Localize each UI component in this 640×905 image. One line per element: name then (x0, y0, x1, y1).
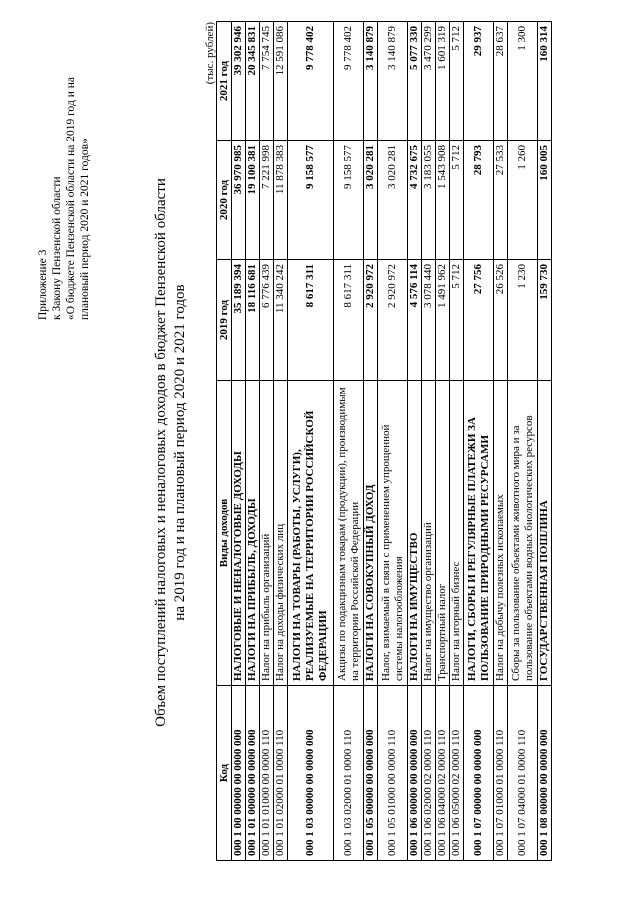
table-cell-2020: 1 543 908 (436, 141, 450, 260)
table-cell-2021: 9 778 402 (288, 22, 334, 141)
table-cell-2021: 1 300 (508, 22, 538, 141)
table-body (232, 22, 552, 861)
table-cell-2020: 28 793 (464, 141, 494, 260)
table-cell-name: НАЛОГИ НА ИМУЩЕСТВО (408, 381, 422, 686)
table-header-row (217, 22, 232, 861)
units-label: (тыс. рублей) (204, 22, 216, 85)
table-cell-2021: 29 937 (464, 22, 494, 141)
table-cell-2020: 3 020 281 (378, 141, 408, 260)
table-cell-code: 000 1 06 05000 02 0000 110 (450, 686, 464, 861)
table-cell-name: ГОСУДАРСТВЕННАЯ ПОШЛИНА (538, 381, 552, 686)
table-row (464, 22, 494, 861)
table-cell-name: НАЛОГОВЫЕ И НЕНАЛОГОВЫЕ ДОХОДЫ (232, 381, 246, 686)
table-cell-2019: 6 776 439 (260, 260, 274, 381)
table-cell-2020: 19 100 381 (246, 141, 260, 260)
table-cell-2019: 5 712 (450, 260, 464, 381)
table-row (538, 22, 552, 861)
table-cell-code: 000 1 03 00000 00 0000 000 (288, 686, 334, 861)
table-cell-code: 000 1 08 00000 00 0000 000 (538, 686, 552, 861)
table-row (334, 22, 364, 861)
table-cell-2021: 20 345 831 (246, 22, 260, 141)
table-cell-2019: 27 756 (464, 260, 494, 381)
table-cell-2020: 160 005 (538, 141, 552, 260)
appendix-line: к Закону Пензенской области (51, 176, 63, 320)
table-cell-2021: 9 778 402 (334, 22, 364, 141)
table-cell-2020: 3 183 055 (422, 141, 436, 260)
table-cell-name: Акцизы по подакцизным товарам (продукции), производимым на территории Российской Федерации (334, 381, 364, 686)
table-cell-2019: 8 617 311 (334, 260, 364, 381)
table-row (364, 22, 378, 861)
table-cell-code: 000 1 06 00000 00 0000 000 (408, 686, 422, 861)
table-cell-name: НАЛОГИ НА ПРИБЫЛЬ, ДОХОДЫ (246, 381, 260, 686)
table-cell-name: Налог на игорный бизнес (450, 381, 464, 686)
table-cell-code: 000 1 03 02000 01 0000 110 (334, 686, 364, 861)
appendix-line: плановый период 2020 и 2021 годов» (79, 138, 91, 320)
table-cell-2021: 39 302 946 (232, 22, 246, 141)
table-cell-2021: 3 140 879 (378, 22, 408, 141)
table-cell-2021: 3 140 879 (364, 22, 378, 141)
table-cell-2021: 160 314 (538, 22, 552, 141)
table-row (508, 22, 538, 861)
table-cell-code: 000 1 07 01000 01 0000 110 (494, 686, 508, 861)
table-cell-2019: 1 491 962 (436, 260, 450, 381)
document-title-line-2: на 2019 год и на плановый период 2020 и 2021 годов (172, 284, 188, 621)
table-cell-name: Налог на доходы физических лиц (274, 381, 288, 686)
column-header-2019: 2019 год (217, 260, 232, 381)
column-header-2020: 2020 год (217, 141, 232, 260)
table-cell-2021: 5 712 (450, 22, 464, 141)
table-cell-2020: 4 732 675 (408, 141, 422, 260)
table-cell-2021: 12 591 086 (274, 22, 288, 141)
table-cell-2019: 11 340 242 (274, 260, 288, 381)
table-row (260, 22, 274, 861)
table-cell-2019: 1 230 (508, 260, 538, 381)
table-cell-2019: 159 730 (538, 260, 552, 381)
table-row (378, 22, 408, 861)
table-cell-2019: 2 920 972 (378, 260, 408, 381)
table-cell-2020: 9 158 577 (334, 141, 364, 260)
table-cell-code: 000 1 01 00000 00 0000 000 (246, 686, 260, 861)
table-cell-2020: 11 878 383 (274, 141, 288, 260)
table-cell-code: 000 1 06 04000 02 0000 110 (436, 686, 450, 861)
table-row (422, 22, 436, 861)
table-cell-code: 000 1 01 02000 01 0000 110 (274, 686, 288, 861)
table-cell-2021: 1 601 319 (436, 22, 450, 141)
table-cell-2021: 7 754 745 (260, 22, 274, 141)
column-header-code: Код (217, 686, 232, 861)
table-row (494, 22, 508, 861)
table-cell-code: 000 1 07 04000 01 0000 110 (508, 686, 538, 861)
table-row (450, 22, 464, 861)
table-cell-name: Налог на имущество организаций (422, 381, 436, 686)
table-cell-name: НАЛОГИ НА ТОВАРЫ (РАБОТЫ, УСЛУГИ), РЕАЛИЗУЕМЫЕ НА ТЕРРИТОРИИ РОССИЙСКОЙ ФЕДЕРАЦИИ (288, 381, 334, 686)
table-row (232, 22, 246, 861)
table-row (246, 22, 260, 861)
table-cell-name: Транспортный налог (436, 381, 450, 686)
table-cell-2020: 9 158 577 (288, 141, 334, 260)
table-cell-2019: 3 078 440 (422, 260, 436, 381)
table-cell-2019: 8 617 311 (288, 260, 334, 381)
appendix-header (36, 20, 92, 320)
table-cell-code: 000 1 07 00000 00 0000 000 (464, 686, 494, 861)
table-cell-2019: 2 920 972 (364, 260, 378, 381)
table-cell-code: 000 1 05 01000 00 0000 110 (378, 686, 408, 861)
table-cell-2020: 27 533 (494, 141, 508, 260)
table-cell-2019: 26 526 (494, 260, 508, 381)
table-cell-2019: 35 189 394 (232, 260, 246, 381)
table-cell-code: 000 1 01 01000 00 0000 110 (260, 686, 274, 861)
table-cell-2020: 5 712 (450, 141, 464, 260)
table-cell-2020: 7 221 998 (260, 141, 274, 260)
table-cell-2021: 5 077 330 (408, 22, 422, 141)
table-row (274, 22, 288, 861)
table-cell-2021: 28 637 (494, 22, 508, 141)
table-cell-2020: 3 020 281 (364, 141, 378, 260)
table-cell-2019: 18 116 681 (246, 260, 260, 381)
table-cell-name: НАЛОГИ, СБОРЫ И РЕГУЛЯРНЫЕ ПЛАТЕЖИ ЗА ПОЛЬЗОВАНИЕ ПРИРОДНЫМИ РЕСУРСАМИ (464, 381, 494, 686)
table-row (288, 22, 334, 861)
table-cell-code: 000 1 05 00000 00 0000 000 (364, 686, 378, 861)
table-cell-name: Сборы за пользование объектами животного мира и за пользование объектами водных биологических ресурсов (508, 381, 538, 686)
table-cell-2020: 36 970 985 (232, 141, 246, 260)
revenue-table (216, 21, 552, 861)
table-cell-name: Налог на прибыль организаций (260, 381, 274, 686)
table-cell-code: 000 1 06 02000 02 0000 110 (422, 686, 436, 861)
table-row (408, 22, 422, 861)
table-cell-name: Налог, взимаемый в связи с применением упрощенной системы налогообложения (378, 381, 408, 686)
appendix-line: «О бюджете Пензенской области на 2019 год и на (65, 77, 77, 320)
table-cell-code: 000 1 00 00000 00 0000 000 (232, 686, 246, 861)
table-cell-name: НАЛОГИ НА СОВОКУПНЫЙ ДОХОД (364, 381, 378, 686)
column-header-name: Виды доходов (217, 381, 232, 686)
appendix-line: Приложение 3 (37, 249, 49, 320)
table-row (436, 22, 450, 861)
table-cell-name: Налог на добычу полезных ископаемых (494, 381, 508, 686)
document-title-line-1: Объем поступлений налоговых и неналоговых доходов в бюджет Пензенской области (153, 178, 169, 727)
table-cell-2019: 4 576 114 (408, 260, 422, 381)
table-cell-2021: 3 470 299 (422, 22, 436, 141)
column-header-2021: 2021 год (217, 22, 232, 141)
table-cell-2020: 1 260 (508, 141, 538, 260)
